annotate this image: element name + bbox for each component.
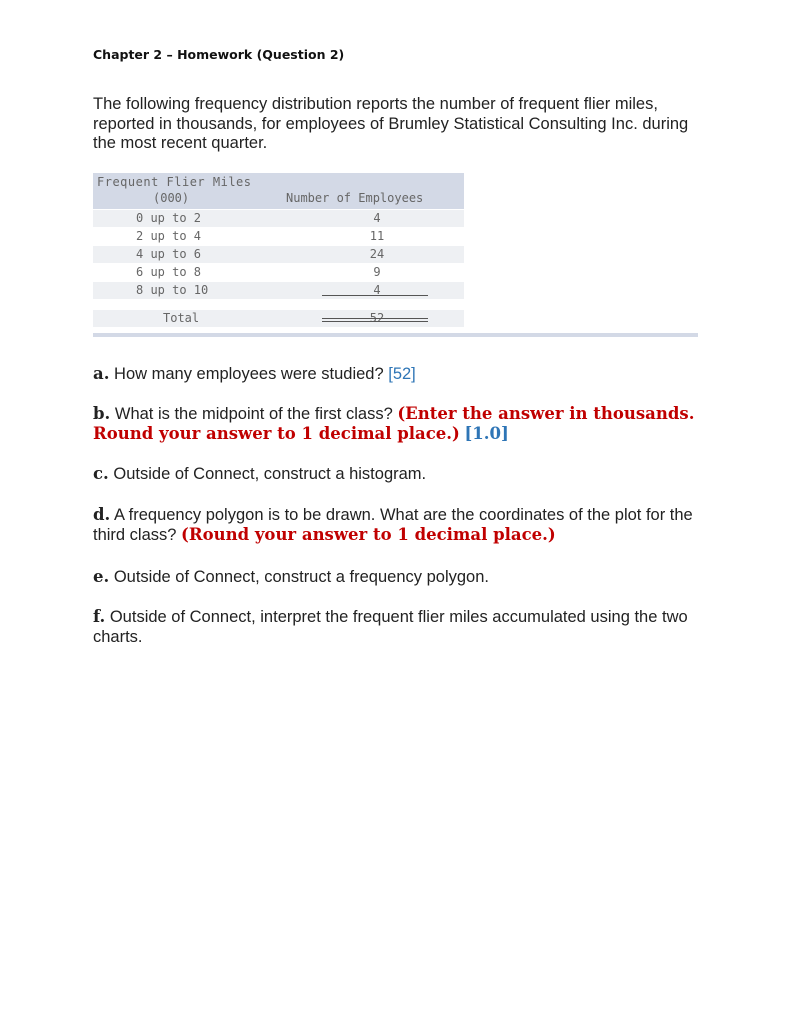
class-label: 0 up to 2 (136, 211, 202, 225)
table-row (93, 281, 464, 299)
table-spacer (93, 299, 464, 309)
question-letter: b. (93, 404, 111, 423)
question-note: (Enter the answer in thousands. Round your answer to 1 decimal place.) (93, 404, 695, 443)
total-value: 52 (369, 311, 385, 325)
intro-paragraph: The following frequency distribution reports the number of frequent flier miles, reported in thousands, for employees of Brumley Statistical Consulting Inc. during the most recent quarter. (93, 95, 689, 152)
page-title: Chapter 2 – Homework (Question 2) (93, 47, 345, 62)
question-text: A frequency polygon is to be drawn. What are the coordinates of the plot for the third class? (93, 506, 693, 544)
question-text: How many employees were studied? (109, 365, 389, 383)
table-header (93, 173, 464, 209)
frequency-table (93, 173, 464, 327)
answer-text: [52] (388, 365, 416, 383)
class-label: 2 up to 4 (136, 229, 202, 243)
col1-header-line2: (000) (153, 191, 190, 205)
class-label: 6 up to 8 (136, 265, 202, 279)
table-row (93, 245, 464, 263)
question-text: Outside of Connect, construct a frequency polygon. (109, 568, 489, 586)
question-letter: d. (93, 505, 111, 524)
col2-header: Number of Employees (286, 191, 424, 205)
question-b (93, 404, 703, 444)
table-row (93, 263, 464, 281)
class-frequency: 4 (373, 211, 381, 225)
question-text: Outside of Connect, construct a histogram. (108, 465, 427, 483)
table-row (93, 209, 464, 227)
question-c (93, 464, 703, 484)
question-letter: a. (93, 364, 110, 383)
question-d (93, 505, 703, 545)
sum-rule (322, 295, 428, 296)
class-frequency: 24 (369, 247, 385, 261)
class-frequency: 4 (373, 283, 381, 297)
class-frequency: 9 (373, 265, 381, 279)
section-divider (93, 333, 698, 337)
question-note: (Round your answer to 1 decimal place.) (181, 525, 556, 544)
col1-header-line1: Frequent Flier Miles (97, 175, 252, 189)
total-label: Total (163, 311, 200, 325)
question-text: What is the midpoint of the first class? (110, 405, 398, 423)
question-letter: c. (93, 464, 109, 483)
question-letter: f. (93, 607, 106, 626)
class-label: 8 up to 10 (136, 283, 209, 297)
total-double-rule (322, 318, 428, 322)
class-frequency: 11 (369, 229, 385, 243)
table-row (93, 227, 464, 245)
question-e (93, 567, 703, 587)
question-letter: e. (93, 567, 110, 586)
question-a (93, 364, 703, 384)
answer-text: [1.0] (464, 424, 509, 443)
class-label: 4 up to 6 (136, 247, 202, 261)
question-f (93, 607, 703, 647)
question-text: Outside of Connect, interpret the frequent flier miles accumulated using the two charts. (93, 608, 688, 646)
